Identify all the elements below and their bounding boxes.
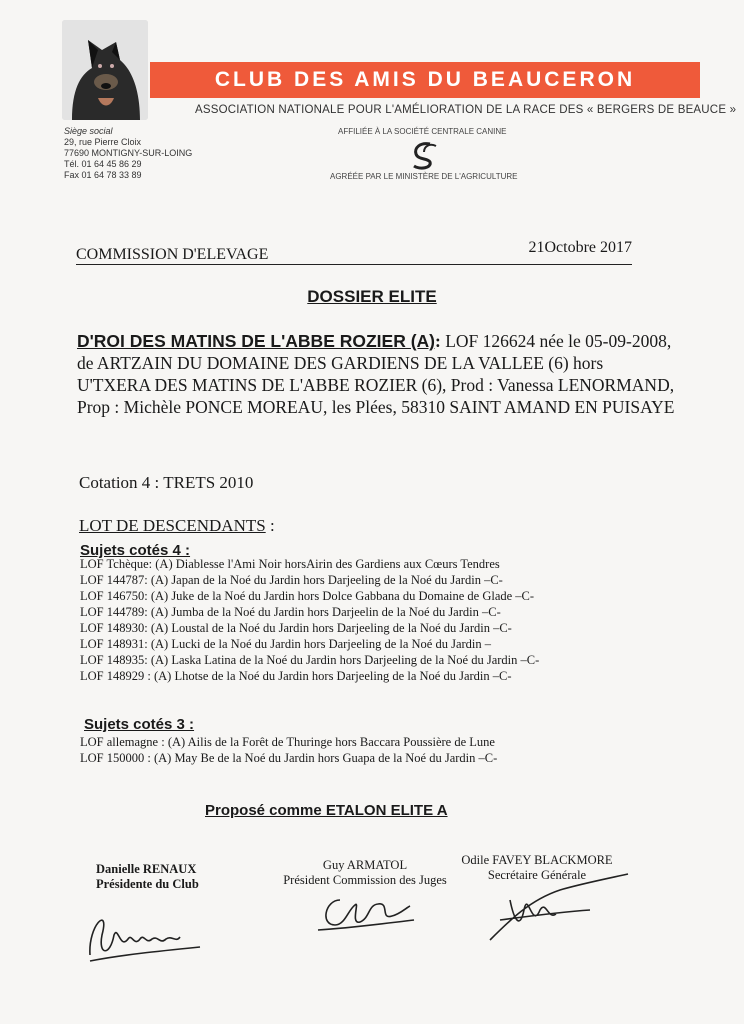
list-item: LOF Tchèque: (A) Diablesse l'Ami Noir horsAirin des Gardiens aux Cœurs Tendres: [80, 557, 500, 571]
signatory-role: Secrétaire Générale: [487, 868, 587, 882]
association-line: ASSOCIATION NATIONALE POUR L'AMÉLIORATION DE LA RACE DES « BERGERS DE BEAUCE »: [195, 104, 737, 116]
signatory-role: Président Commission des Juges: [283, 873, 447, 887]
subject-colon: :: [435, 331, 441, 351]
signatory-name: Odile FAVEY BLACKMORE: [461, 853, 613, 867]
siege-fax-line: Fax 01 64 78 33 89: [64, 170, 142, 180]
signature-armatol-icon: [310, 880, 420, 940]
subject-paragraph: [77, 330, 677, 418]
siege-label: Siège social: [64, 126, 113, 136]
dossier-title: DOSSIER ELITE: [307, 287, 437, 306]
signature-blackmore-icon: [470, 870, 630, 950]
list-item: LOF 148930: (A) Loustal de la Noé du Jardin hors Darjeeling de la Noé du Jardin –C-: [80, 621, 512, 635]
group3-heading: Sujets cotés 3 :: [84, 716, 195, 733]
proposal-line: Proposé comme ETALON ELITE A: [205, 802, 448, 819]
list-item: LOF 148931: (A) Lucki de la Noé du Jardin hors Darjeeling de la Noé du Jardin –: [80, 637, 492, 651]
affiliation-line: AFFILIÉE À LA SOCIÉTÉ CENTRALE CANINE: [338, 127, 507, 136]
lot-title: LOT DE DESCENDANTS: [79, 516, 266, 535]
lot-heading: [79, 516, 275, 536]
lot-colon: :: [265, 516, 275, 535]
list-item: LOF 144787: (A) Japan de la Noé du Jardin hors Darjeeling de la Noé du Jardin –C-: [80, 573, 503, 587]
signatory-name: Danielle RENAUX: [96, 862, 197, 876]
cotation-line: Cotation 4 : TRETS 2010: [79, 473, 254, 492]
group4-heading: Sujets cotés 4 :: [80, 542, 191, 559]
signatory-name: Guy ARMATOL: [322, 858, 408, 872]
subject-name: D'ROI DES MATINS DE L'ABBE ROZIER (A): [77, 331, 435, 351]
commission-date: 21Octobre 2017: [528, 239, 632, 256]
scc-logo-icon: [408, 140, 440, 170]
group4-list: [80, 556, 539, 684]
siege-phone-line: Tél. 01 64 45 86 29: [64, 159, 142, 169]
siege-city-line: 77690 MONTIGNY-SUR-LOING: [64, 148, 193, 158]
list-item: LOF 150000 : (A) May Be de la Noé du Jardin hors Guapa de la Noé du Jardin –C-: [80, 751, 498, 765]
commission-title: COMMISSION D'ELEVAGE: [76, 246, 269, 263]
subject-details: LOF 126624 née le 05-09-2008, de ARTZAIN DU DOMAINE DES GARDIENS DE LA VALLEE (6) hors U'TXERA DES MATINS DE L'ABBE ROZIER (6), Prod : Vanessa LENORMAND, Prop : Michèle PONCE MOREAU, les Plées, 58310 SAINT AMAND EN PUISAYE: [77, 331, 675, 417]
commission-line: [76, 239, 632, 265]
list-item: LOF 144789: (A) Jumba de la Noé du Jardin hors Darjeelin de la Noé du Jardin –C-: [80, 605, 501, 619]
group3-list: [80, 734, 497, 766]
list-item: LOF 148929 : (A) Lhotse de la Noé du Jardin hors Darjeeling de la Noé du Jardin –C-: [80, 669, 512, 683]
signatory-renaux: [96, 862, 199, 892]
signature-renaux-icon: [80, 895, 210, 975]
list-item: LOF 148935: (A) Laska Latina de la Noé du Jardin hors Darjeeling de la Noé du Jardin –C-: [80, 653, 540, 667]
agreement-line: AGRÉÉE PAR LE MINISTÈRE DE L'AGRICULTURE: [330, 172, 518, 181]
siege-social: [64, 126, 192, 181]
signatory-role: Présidente du Club: [96, 877, 199, 891]
list-item: LOF 146750: (A) Juke de la Noé du Jardin hors Dolce Gabbana du Domaine de Glade –C-: [80, 589, 535, 603]
list-item: LOF allemagne : (A) Ailis de la Forêt de Thuringe hors Baccara Poussière de Lune: [80, 735, 495, 749]
dog-photo: [62, 20, 148, 120]
siege-address-line: 29, rue Pierre Cloix: [64, 137, 142, 147]
club-banner: CLUB DES AMIS DU BEAUCERON: [150, 62, 700, 98]
